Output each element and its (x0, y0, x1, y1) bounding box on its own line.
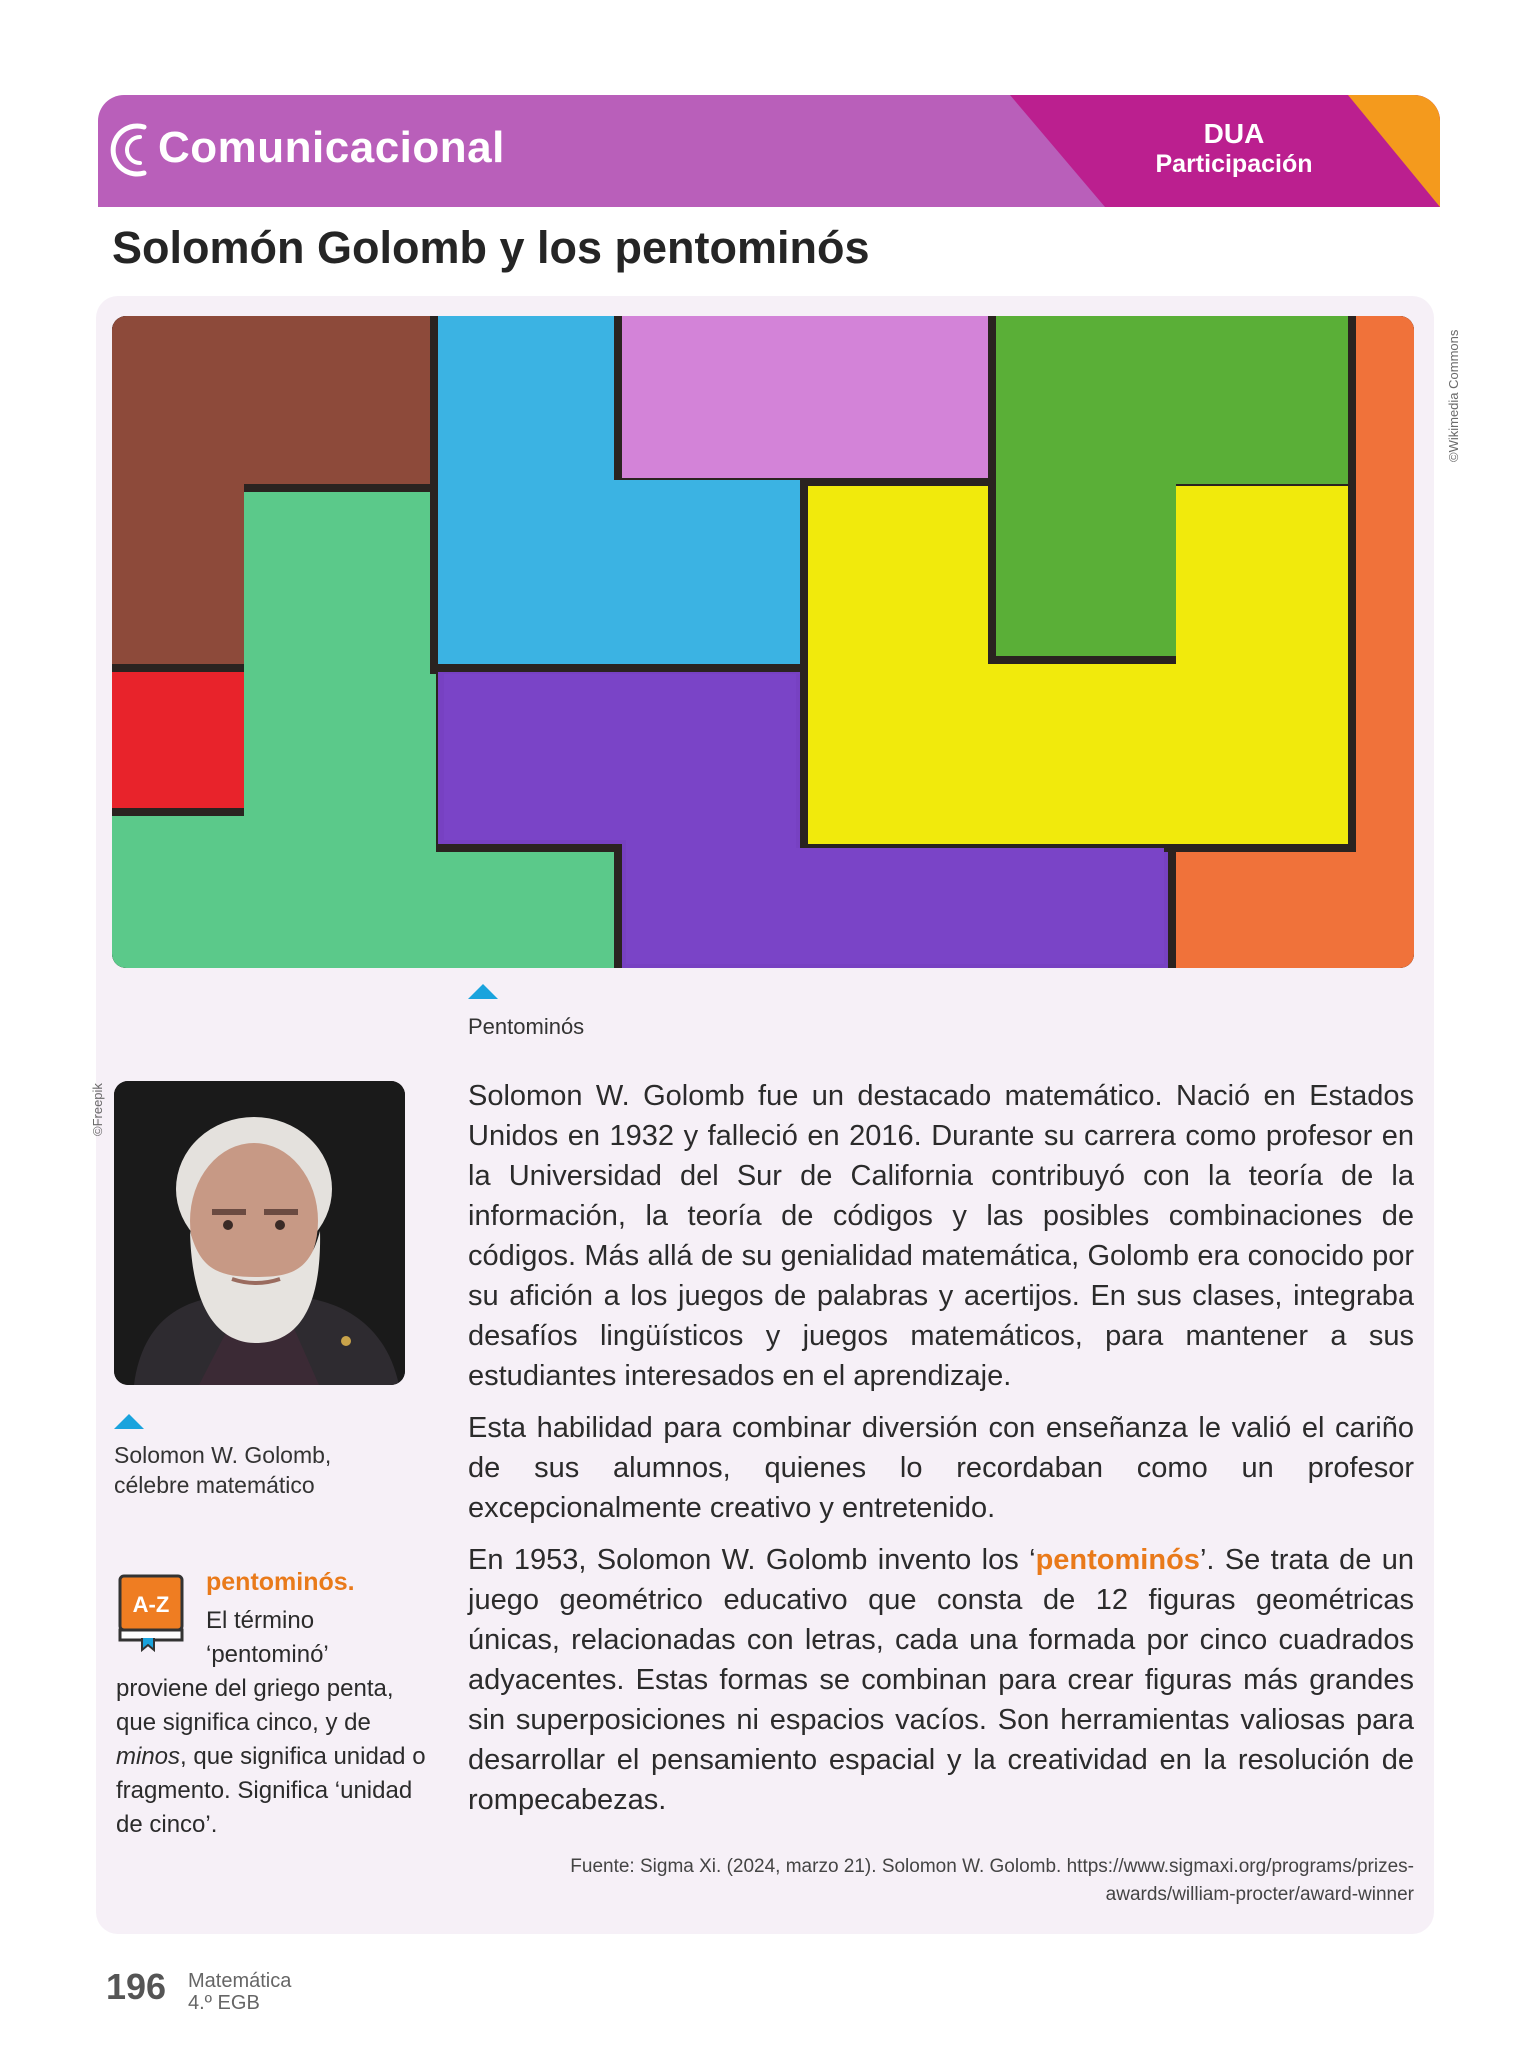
dua-subtitle: Participación (1155, 150, 1313, 178)
section-title: Comunicacional (158, 123, 505, 172)
paragraph-2: Esta habilidad para combinar diversión con enseñanza le valió el cariño de sus alumnos, quienes lo recordaban como un profesor excepcionalmente creativo y entretenido. (468, 1412, 1414, 1524)
glossary-definition (116, 1604, 434, 1842)
footer-grade: 4.º EGB (188, 1992, 260, 2014)
paragraph-3-b: ’. Se trata de un juego geométrico educativo que consta de 12 figuras geométricas únicas, relacionadas con letras, cada una formada por cinco cuadrados adyacentes. Estas formas se combinan para crear figuras más grandes sin superposiciones ni espacios vacíos. Son herramientas valiosas para desarrollar el pensamiento espacial y la creatividad en la resolución de rompecabezas. (468, 1544, 1414, 1816)
glossary-line1: El término (206, 1607, 315, 1634)
glossary-text-em: minos (116, 1743, 181, 1770)
paragraph-3-a: En 1953, Solomon W. Golomb invento los ‘ (468, 1544, 1036, 1576)
source-line2: awards/william-procter/award-winner (1105, 1884, 1414, 1905)
glossary-icon-label: A-Z (132, 1592, 170, 1617)
glossary-term: pentominós. (206, 1568, 355, 1596)
glossary-text-a: proviene del griego penta, que significa cinco, y de (116, 1675, 394, 1736)
freepik-credit: ©Freepik (90, 1083, 105, 1136)
pentominoes-photo (112, 316, 1414, 968)
pentominos-highlight: pentominós (1035, 1544, 1200, 1576)
dua-label (1146, 119, 1322, 179)
paragraph-3 (468, 1540, 1414, 1820)
source-citation (468, 1853, 1414, 1909)
portrait-caption-pointer-icon (114, 1414, 144, 1429)
golomb-portrait-illustration (114, 1081, 405, 1385)
page-title: Solomón Golomb y los pentominós (112, 222, 870, 273)
footer-subject (188, 1970, 291, 2014)
paragraph-1: Solomon W. Golomb fue un destacado matemático. Nació en Estados Unidos en 1932 y falleció en 2016. Durante su carrera como profesor en la Universidad del Sur de California contribuyó con la teoría de la información, la teoría de códigos y las posibles combinaciones de códigos. Más allá de su genialidad matemática, Golomb era conocido por su afición a los juegos de palabras y acertijos. En sus clases, integraba desafíos lingüísticos y juegos matemáticos, para mantener a sus estudiantes interesados en el aprendizaje. (468, 1080, 1414, 1392)
portrait-caption (114, 1440, 331, 1500)
portrait-caption-line1: Solomon W. Golomb, (114, 1442, 332, 1468)
hero-caption: Pentominós (468, 1014, 585, 1039)
footer-subject-name: Matemática (188, 1970, 292, 1992)
source-line1: Fuente: Sigma Xi. (2024, marzo 21). Solomon W. Golomb. https://www.sigmaxi.org/programs/prizes- (570, 1856, 1414, 1877)
golomb-portrait-photo (114, 1081, 405, 1385)
glossary-line2: ‘pentominó’ (206, 1641, 329, 1668)
article-body (468, 1076, 1414, 1832)
pentominoes-illustration (112, 316, 1414, 968)
wikimedia-credit: ©Wikimedia Commons (1446, 329, 1461, 462)
glossary-text-b: , que significa unidad o fragmento. Significa ‘unidad de cinco’. (116, 1743, 426, 1838)
section-banner (98, 95, 1440, 207)
portrait-caption-line2: célebre matemático (114, 1472, 315, 1498)
dua-title: DUA (1203, 118, 1265, 149)
comunicacional-c-icon (100, 117, 160, 183)
page-number: 196 (106, 1966, 167, 2007)
caption-pointer-icon (468, 984, 498, 999)
